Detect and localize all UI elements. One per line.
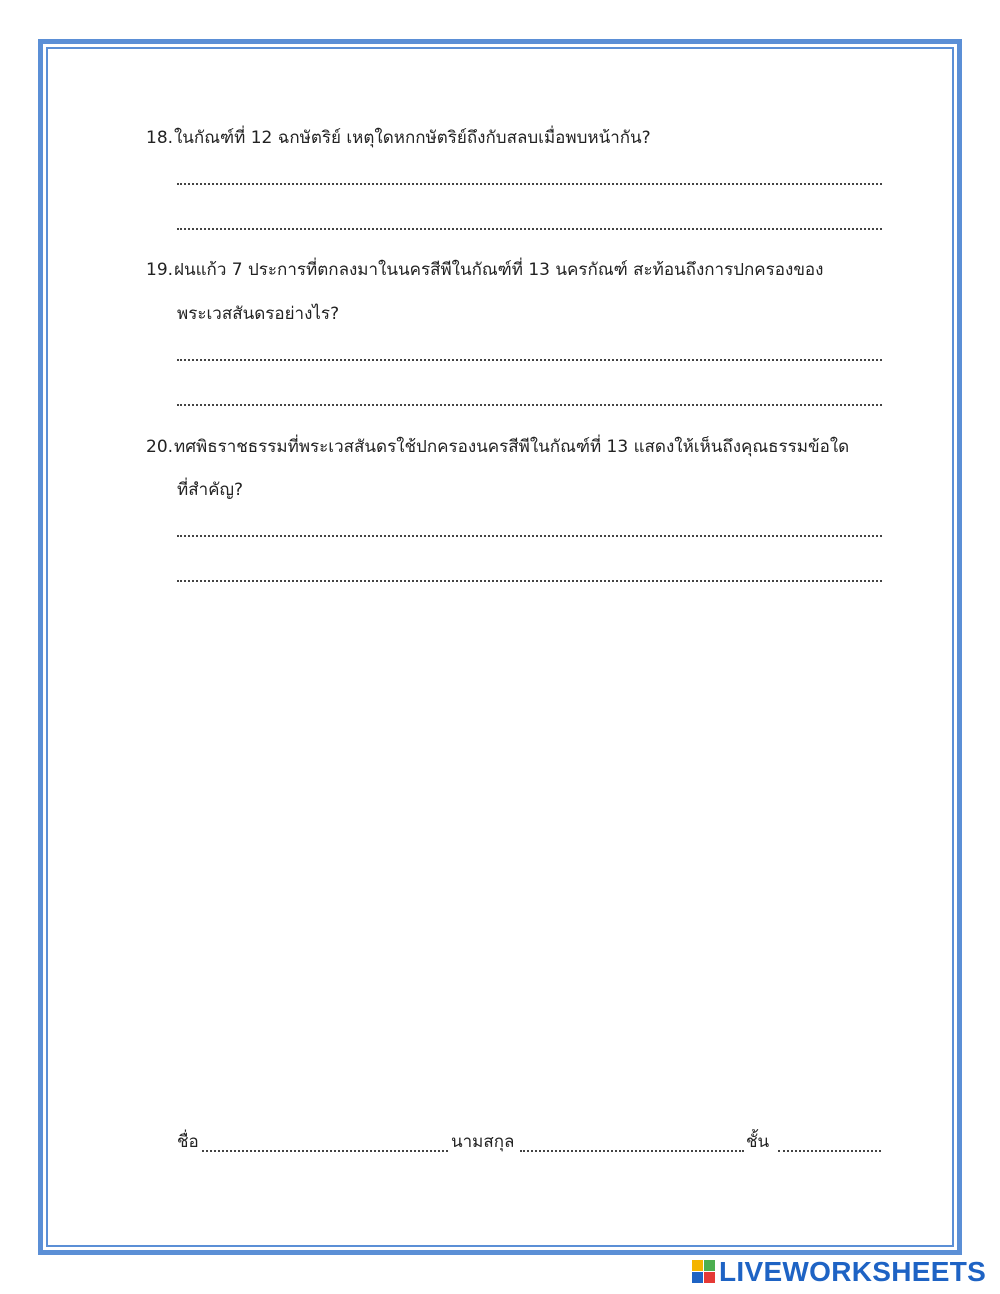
class-label: ชั้น <box>746 1132 770 1152</box>
question-text: ในกัณฑ์ที่ 12 ฉกษัตริย์ เหตุใดหกกษัตริย์ถึงกับสลบเมื่อพบหน้ากัน? <box>174 128 651 148</box>
logo-text: LIVEWORKSHEETS <box>719 1256 987 1287</box>
answer-line-18-2[interactable] <box>177 228 882 230</box>
liveworksheets-logo[interactable] <box>692 1256 986 1288</box>
question-19 <box>146 260 823 280</box>
surname-label: นามสกุล <box>451 1132 515 1152</box>
answer-line-19-2[interactable] <box>177 404 882 406</box>
answer-line-19-1[interactable] <box>177 359 882 361</box>
question-text: ทศพิธราชธรรมที่พระเวสสันดรใช้ปกครองนครสีพีในกัณฑ์ที่ 13 แสดงให้เห็นถึงคุณธรรมข้อใด <box>174 437 850 457</box>
question-number: 19. <box>146 260 174 280</box>
question-text: ฝนแก้ว 7 ประการที่ตกลงมาในนครสีพีในกัณฑ์ที่ 13 นครกัณฑ์ สะท้อนถึงการปกครองของ <box>174 260 824 280</box>
class-field[interactable] <box>778 1150 881 1152</box>
surname-field[interactable] <box>520 1150 744 1152</box>
name-label: ชื่อ <box>177 1132 199 1152</box>
question-19-continuation: พระเวสสันดรอย่างไร? <box>177 304 340 324</box>
question-number: 20. <box>146 437 174 457</box>
question-20 <box>146 437 849 457</box>
question-18 <box>146 128 651 148</box>
liveworksheets-logo-icon <box>692 1260 716 1284</box>
answer-line-18-1[interactable] <box>177 183 882 185</box>
page-border-inner <box>46 47 954 1247</box>
question-20-continuation: ที่สำคัญ? <box>177 480 244 500</box>
question-number: 18. <box>146 128 174 148</box>
answer-line-20-2[interactable] <box>177 580 882 582</box>
name-field[interactable] <box>202 1150 448 1152</box>
answer-line-20-1[interactable] <box>177 535 882 537</box>
